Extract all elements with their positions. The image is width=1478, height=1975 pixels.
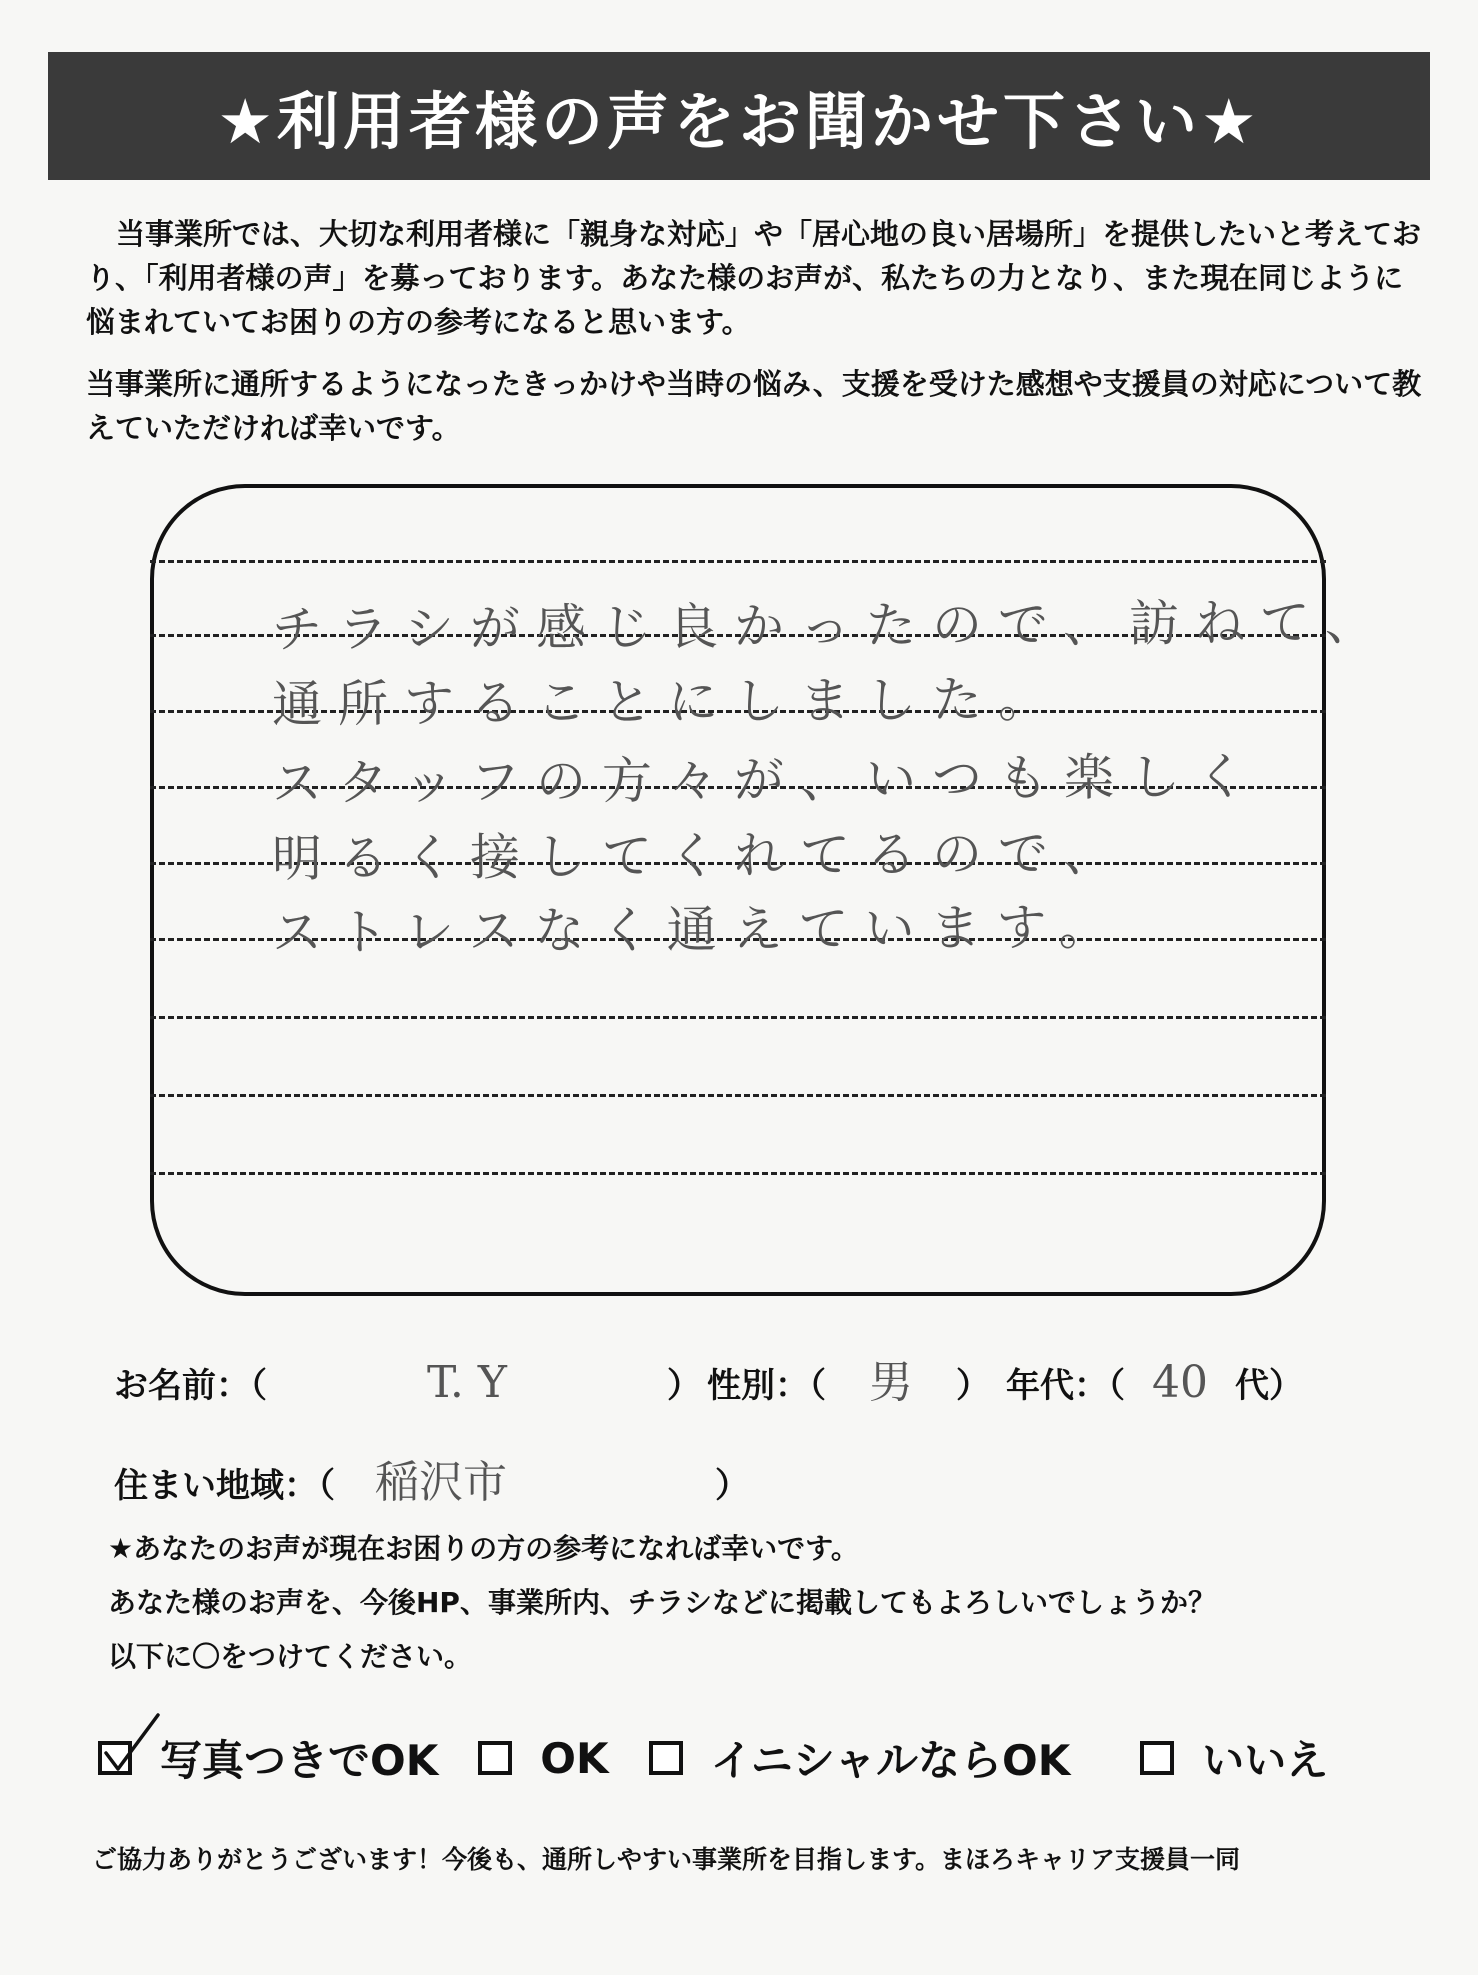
option-ok[interactable] <box>478 1734 608 1783</box>
area-close: ） <box>715 1466 749 1506</box>
profile-row <box>114 1346 1303 1410</box>
gender-value[interactable]: 男 <box>869 1357 913 1408</box>
dashed-rule <box>150 560 1326 563</box>
consent-options <box>98 1726 1368 1790</box>
comment-line: 明るく接してくれてるので、 <box>271 824 1130 888</box>
intro-paragraph-2: 当事業所に通所するようになったきっかけや当時の悩み、支援を受けた感想や支援員の対応について教えていただければ幸いです。 <box>86 367 1422 445</box>
gender-label: 性別：（ <box>707 1366 826 1406</box>
age-label: 年代：（ <box>1006 1366 1125 1406</box>
title-banner <box>48 52 1430 180</box>
comment-line: チラシが感じ良かったので、訪ねて、 <box>271 593 1391 659</box>
checkbox[interactable] <box>1140 1741 1174 1775</box>
note-line-1: ★あなたのお声が現在お困りの方の参考になれば幸いです。 <box>108 1532 859 1565</box>
intro-text <box>86 212 1426 468</box>
comment-line: スタッフの方々が、いつも楽しく <box>271 747 1263 813</box>
checkbox[interactable] <box>478 1741 512 1775</box>
dashed-rule <box>150 1172 1326 1175</box>
footer-thanks: ご協力ありがとうございます！今後も、通所しやすい事業所を目指します。まほろキャリア支援員一同 <box>92 1845 1241 1874</box>
name-label: お名前：（ <box>114 1366 267 1406</box>
dashed-rule <box>150 1094 1326 1097</box>
option-label: イニシャルならOK <box>710 1736 1071 1785</box>
comment-line: 通所することにしました。 <box>271 670 1065 734</box>
name-close: ） <box>667 1366 701 1406</box>
comment-line: ストレスなく通えています。 <box>271 898 1125 962</box>
option-no[interactable] <box>1140 1728 1328 1788</box>
option-photo-ok[interactable] <box>98 1728 438 1788</box>
option-label: 写真つきでOK <box>160 1736 439 1785</box>
note-line-2: あなた様のお声を、今後HP、事業所内、チラシなどに掲載してもよろしいでしょうか？ <box>108 1586 1216 1619</box>
area-label: 住まい地域：（ <box>114 1466 335 1506</box>
area-row <box>114 1446 749 1510</box>
note-line-3: 以下に〇をつけてください。 <box>108 1640 473 1673</box>
age-suffix: 代） <box>1235 1366 1303 1406</box>
dashed-rule <box>150 1016 1326 1019</box>
page-title: ★利用者様の声をお聞かせ下さい★ <box>217 84 1261 158</box>
option-label: いいえ <box>1202 1736 1329 1785</box>
intro-paragraph-1: 当事業所では、大切な利用者様に「親身な対応」や「居心地の良い居場所」を提供したいと考えており、「利用者様の声」を募っております。あなた様のお声が、私たちの力となり、また現在同じように悩まれていてお困りの方の参考になると思います。 <box>86 217 1422 339</box>
option-initials-ok[interactable] <box>649 1728 1071 1788</box>
name-value[interactable]: T. Y <box>427 1357 507 1408</box>
checkbox-checked[interactable] <box>98 1741 132 1775</box>
consent-notes <box>108 1522 1428 1684</box>
checkbox[interactable] <box>649 1741 683 1775</box>
option-label: OK <box>540 1733 609 1783</box>
age-value[interactable]: 40 <box>1152 1357 1208 1408</box>
checkmark-icon <box>100 1711 164 1775</box>
gender-close: ） <box>956 1366 990 1406</box>
area-value[interactable]: 稲沢市 <box>375 1457 507 1508</box>
